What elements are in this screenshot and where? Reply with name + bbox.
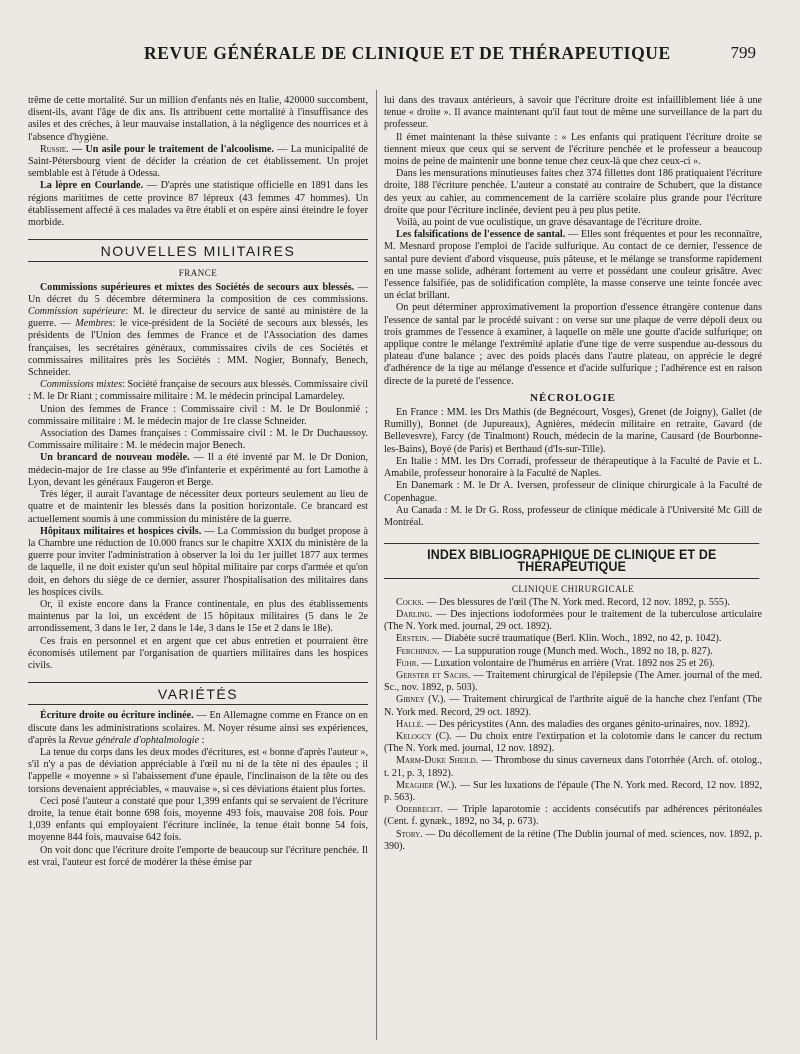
reference-item (384, 597, 762, 609)
section-subtitle: CLINIQUE CHIRURGICALE (511, 583, 635, 594)
reference-item (384, 670, 762, 694)
reference-text: — Sur les luxations de l'épaule (The N. York med. Record, 12 nov. 1892, p. 563). (384, 779, 762, 803)
paragraph: La lèpre en Courlande. — D'après une statistique officielle en 1891 dans les régions maritimes de cette province 87 lépreux (43 femmes 47 hommes). Un établissement affecté à ces malades va être établi et on espère ainsi éteindre le foyer morbide. (28, 180, 368, 229)
reference-item (384, 609, 762, 633)
reference-item (384, 694, 762, 718)
reference-item (384, 633, 762, 645)
paragraph: Un brancard de nouveau modèle. — Il a été inventé par M. le Dr Donion, médecin-major de 1re classe au 99e d'infanterie et expérimenté au fort Lamothe à Lyon, devant les généraux Faugeron et Berge. (28, 452, 368, 488)
column-divider (376, 90, 377, 1040)
paragraph: Union des femmes de France : Commissaire civil : M. le Dr Boulonmié ; commissaire militaire : M. le médecin major de 1re classe Schneider. (28, 403, 368, 427)
reference-text: — Traitement chirurgical de l'épilepsie (The Amer. journal of the med. Sc., nov. 1892, p. 503). (384, 669, 762, 694)
reference-author: Marm-Duke Sheild. (396, 755, 479, 767)
reference-author: Darling. (396, 608, 433, 620)
right-column (384, 95, 762, 853)
paragraph: La tenue du corps dans les deux modes d'écritures, est « bonne d'après l'auteur », s'il n'y a pas de déviation appréciable à l'œil nu ni de la tête ni des épaules ; il l'appelle « moyenne » si l'abaissement d'une épaule, l'inclinaison de la tête ou des torsions devenaient appréciables, « mauvaise », si ces déviations étaient plus fortes. (28, 746, 368, 795)
section-title: VARIÉTÉS (28, 682, 368, 705)
reference-text: — Thrombose du sinus caverneux dans l'otorrhée (Arch. of. otolog., t. 21, p. 3, 1892). (384, 755, 762, 779)
paragraph: Or, il existe encore dans la France continentale, en plus des établissements maintenus par la loi, un excédent de 15 hôpitaux militaires (5 dans le 2e arrondissement, 3 dans le 1er, 2 dans le 14e, 3 dans le 15e et 2 dans le 18e). (28, 598, 368, 635)
paragraph: Écriture droite ou écriture inclinée. — En Allemagne comme en France on en discute dans les administrations scolaires. M. Noyer résume ainsi ses expériences, d'après la Revue générale d'ophtalmologie : (28, 710, 368, 746)
paragraph: Dans les mensurations minutieuses faites chez 374 fillettes dont 186 pratiquaient l'écriture droite, 188 l'écriture penchée. L'auteur a constaté au contraire de Schubert, que la distance des yeux au cahier, au commencement de la carrière scolaire plus grande pour l'écriture droite que pour l'écriture inclinée, devient peu à peu plus petite. (384, 168, 762, 216)
paragraph: En Italie : MM. les Drs Corradi, professeur de thérapeutique à la Faculté de Pavie et L. Amabile, professeur honoraire à la Faculté de Naples. (384, 455, 762, 480)
reference-item (384, 755, 762, 779)
reference-text: — Des injections iodoformées pour le traitement de la tuberculose articulaire (The N. York med. journal, 29 oct. 1892). (384, 608, 762, 633)
paragraph: En France : MM. les Drs Mathis (de Begnécourt, Vosges), Grenet (de Joigny), Gallet (de Rumilly), Bonnet (de Jupureaux), Agnières, médecin militaire en retraite, Gavard (de Bellevesvre), Farcy (de Tinalmont) Rouch, médecin de la marine, Causard (de Bourbonne-les-Bains), Boyé (de Paris) et Berthaud (d'Is-sur-Tille). (384, 407, 762, 455)
paragraph: Les falsifications de l'essence de santal. — Elles sont fréquentes et pour les reconnaître, M. Mesnard propose l'emploi de l'acide sulfurique. Au contact de ce dernier, l'essence de santal pure devient d'abord visqueuse, puis pâteuse, et le mélange se transforme rapidement en une masse solide, adhérant fortement au verre et possédant une couleur grisâtre. Avec l'essence falsifiée, pas de solidification complète, la masse conserve une teinte foncée avec un éclat brillant. (384, 229, 762, 302)
paragraph: Au Canada : M. le Dr G. Ross, professeur de clinique médicale à l'Université Mc Gill de Montréal. (384, 504, 762, 528)
reference-author: Story. (396, 828, 423, 840)
left-column (28, 95, 368, 869)
paragraph: On voit donc que l'écriture droite l'emporte de beaucoup sur l'écriture penchée. Il est vrai, l'auteur est forcé de modérer la thèse émise par (28, 844, 368, 868)
paragraph: En Danemark : M. le Dr A. Iversen, professeur de clinique chirurgicale à la Faculté de Copenhague. (384, 480, 762, 504)
paragraph: Hôpitaux militaires et hospices civils. — La Commission du budget propose à la Chambre une réduction de 10.000 francs sur le chapitre XXIX du ministère de la guerre pour inviter l'administration à observer la loi du 1er juillet 1877 aux termes de laquelle, il ne doit exister qu'un seul hôpital militaire par corps d'armée et qu'on doit, en dehors du siège de ce dernier, assurer l'hospitalisation des militaires dans les hospices civils. (28, 525, 368, 598)
reference-item (384, 804, 762, 828)
paragraph: Russie. — Un asile pour le traitement de l'alcoolisme. — La municipalité de Saint-Pétersbourg vient de décider la création de cet établissement. Un projet semblable est à l'étude à Odessa. (28, 143, 369, 180)
reference-item (384, 646, 762, 658)
reference-text: — Luxation volontaire de l'humérus en arrière (Vrat. 1892 nos 25 et 26). (421, 657, 715, 669)
reference-author: Erstein. (396, 633, 430, 645)
reference-item (384, 780, 762, 804)
paragraph: Ceci posé l'auteur a constaté que pour 1,399 enfants qui se servaient de l'écriture droite, la tenue était bonne 698 fois, moyenne 493 fois, mauvaise 208 fois. Pour 1,039 enfants qui employaient l'écriture inclinée, la tenue était bonne 54 fois, moyenne 844 fois, mauvaise 642 fois. (28, 795, 368, 844)
section-title-necrologie: NÉCROLOGIE (530, 391, 616, 404)
reference-author: Hallé. (396, 718, 424, 730)
reference-text: — Triple laparotomie : accidents consécutifs par adhérences péritonéales (Cent. f. gynæk., 1892, no 34, p. 673). (384, 804, 762, 828)
paragraph: Association des Dames françaises : Commissaire civil : M. le Dr Duchaussoy. Commissaire militaire : M. le médecin major Benech. (28, 428, 368, 452)
reference-author: Meagher (W.). (396, 779, 457, 791)
reference-text: — Du décollement de la rétine (The Dublin journal of med. sciences, nov. 1892, p. 390). (384, 828, 763, 852)
reference-author: Gerster et Sachs. (396, 669, 471, 681)
paragraph: Il émet maintenant la thèse suivante : « Les enfants qui pratiquent l'écriture droite se tiennent mieux que ceux qui se servent de l'écriture penchée et le professeur a beaucoup moins de peine de maintenir une bonne tenue chez ceux-là que chez ceux-ci ». (384, 131, 762, 168)
reference-item (384, 719, 762, 731)
paragraph: Commissions mixtes: Société française de secours aux blessés. Commissaire civil : M. le Dr Riant ; commissaire militaire : M. le médecin principal Lamardeley. (28, 379, 369, 403)
reference-author: Gibney (V.). (396, 694, 446, 706)
section-title-index: INDEX BIBLIOGRAPHIQUE DE CLINIQUE ET DE THÉRAPEUTIQUE (384, 543, 760, 578)
journal-title: REVUE GÉNÉRALE DE CLINIQUE ET DE THÉRAPEUTIQUE (144, 43, 671, 63)
reference-text: — Des péricystites (Ann. des maladies des organes génito-urinaires, nov. 1892). (426, 718, 750, 730)
reference-item (384, 829, 762, 853)
paragraph: trême de cette mortalité. Sur un million d'enfants nés en Italie, 420000 succombent, disent-ils, avant l'âge de dix ans. Ils attribuent cette mortalité à l'insuffisance des asiles et des crèches, à leur mauvaise installation, à la négligence des nourrices et à l'absence d'hygiène. (28, 95, 368, 143)
reference-text: — Des blessures de l'œil (The N. York med. Record, 12 nov. 1892, p. 555). (426, 596, 730, 608)
section-subtitle: FRANCE (178, 268, 218, 279)
paragraph: On peut déterminer approximativement la proportion d'essence étrangère contenue dans l'essence de santal par le procédé suivant : on verse sur une plaque de verre dépoli deux ou trois grammes de l'essence à examiner, à laquelle on mêle une goutte d'acide sulfurique; on applique contre le mélange l'extrémité aplatie d'une tige de verre suspendue au-dessous du plateau d'une balance ; avec des poids placés dans l'autre plateau, on apprécie le degré d'adhérence de la tige au mélange d'essence et d'acide sulfurique ; l'adhérence est en raison directe de la pureté de l'essence. (384, 302, 762, 387)
reference-author: Fuhr. (396, 657, 419, 669)
reference-author: Odebrecht. (396, 804, 443, 816)
reference-author: Kelogcy (C). (396, 730, 452, 742)
reference-text: — Diabète sucré traumatique (Berl. Klin. Woch., 1892, no 42, p. 1042). (431, 633, 722, 645)
paragraph: Très léger, il aurait l'avantage de nécessiter deux porteurs seulement au lieu de quatre et de maintenir les blessés dans la position horizontale. Ce brancard est actuellement soumis à une commission du ministère de la guerre. (28, 489, 368, 525)
section-title: NOUVELLES MILITAIRES (28, 239, 368, 262)
paragraph: lui dans des travaux antérieurs, à savoir que l'écriture droite est infailliblement liée à une tenue « droite ». Il avance maintenant qu'il faut tout de même une surveillance de la part du professeur. (384, 95, 762, 131)
reference-item (384, 658, 762, 670)
reference-item (384, 731, 762, 755)
reference-author: Cocks. (396, 596, 424, 608)
reference-text: — Du choix entre l'extirpation et la colotomie dans le cancer du rectum (The N. York med. journal, 12 nov. 1892). (384, 730, 762, 755)
paragraph: Commissions supérieures et mixtes des Sociétés de secours aux blessés. — Un décret du 5 décembre déterminera la composition de ces commissions. Commission supérieure: M. le directeur du service de santé au ministère de la guerre. — Membres: le vice-président de la Société de secours aux blessés, les présidents de l'Union des femmes de France et de l'Association des dames françaises, les secrétaires généraux, commissaires civils de ces Sociétés et commissaires militaires près les Sociétés : MM. Nogier, Bonnafy, Benech, Schneider. (28, 281, 368, 379)
paragraph: Voilà, au point de vue oculistique, un grave désavantage de l'écriture droite. (396, 217, 702, 229)
reference-text: — La suppuration rouge (Munch med. Woch., 1892 no 18, p. 827). (442, 645, 713, 657)
running-header (28, 43, 756, 73)
reference-list (384, 597, 762, 853)
reference-author: Ferchinen. (396, 645, 440, 657)
reference-text: — Traitement chirurgical de l'arthrite aiguë de la hanche chez l'enfant (The N. York med. Record, 29 oct. 1892). (384, 694, 762, 718)
page-number: 799 (730, 43, 756, 62)
paragraph: Ces frais en personnel et en argent que cet abus entretien et pourraient être économisés utilement par l'organisation de quartiers militaires dans les hospices civils. (28, 635, 368, 671)
